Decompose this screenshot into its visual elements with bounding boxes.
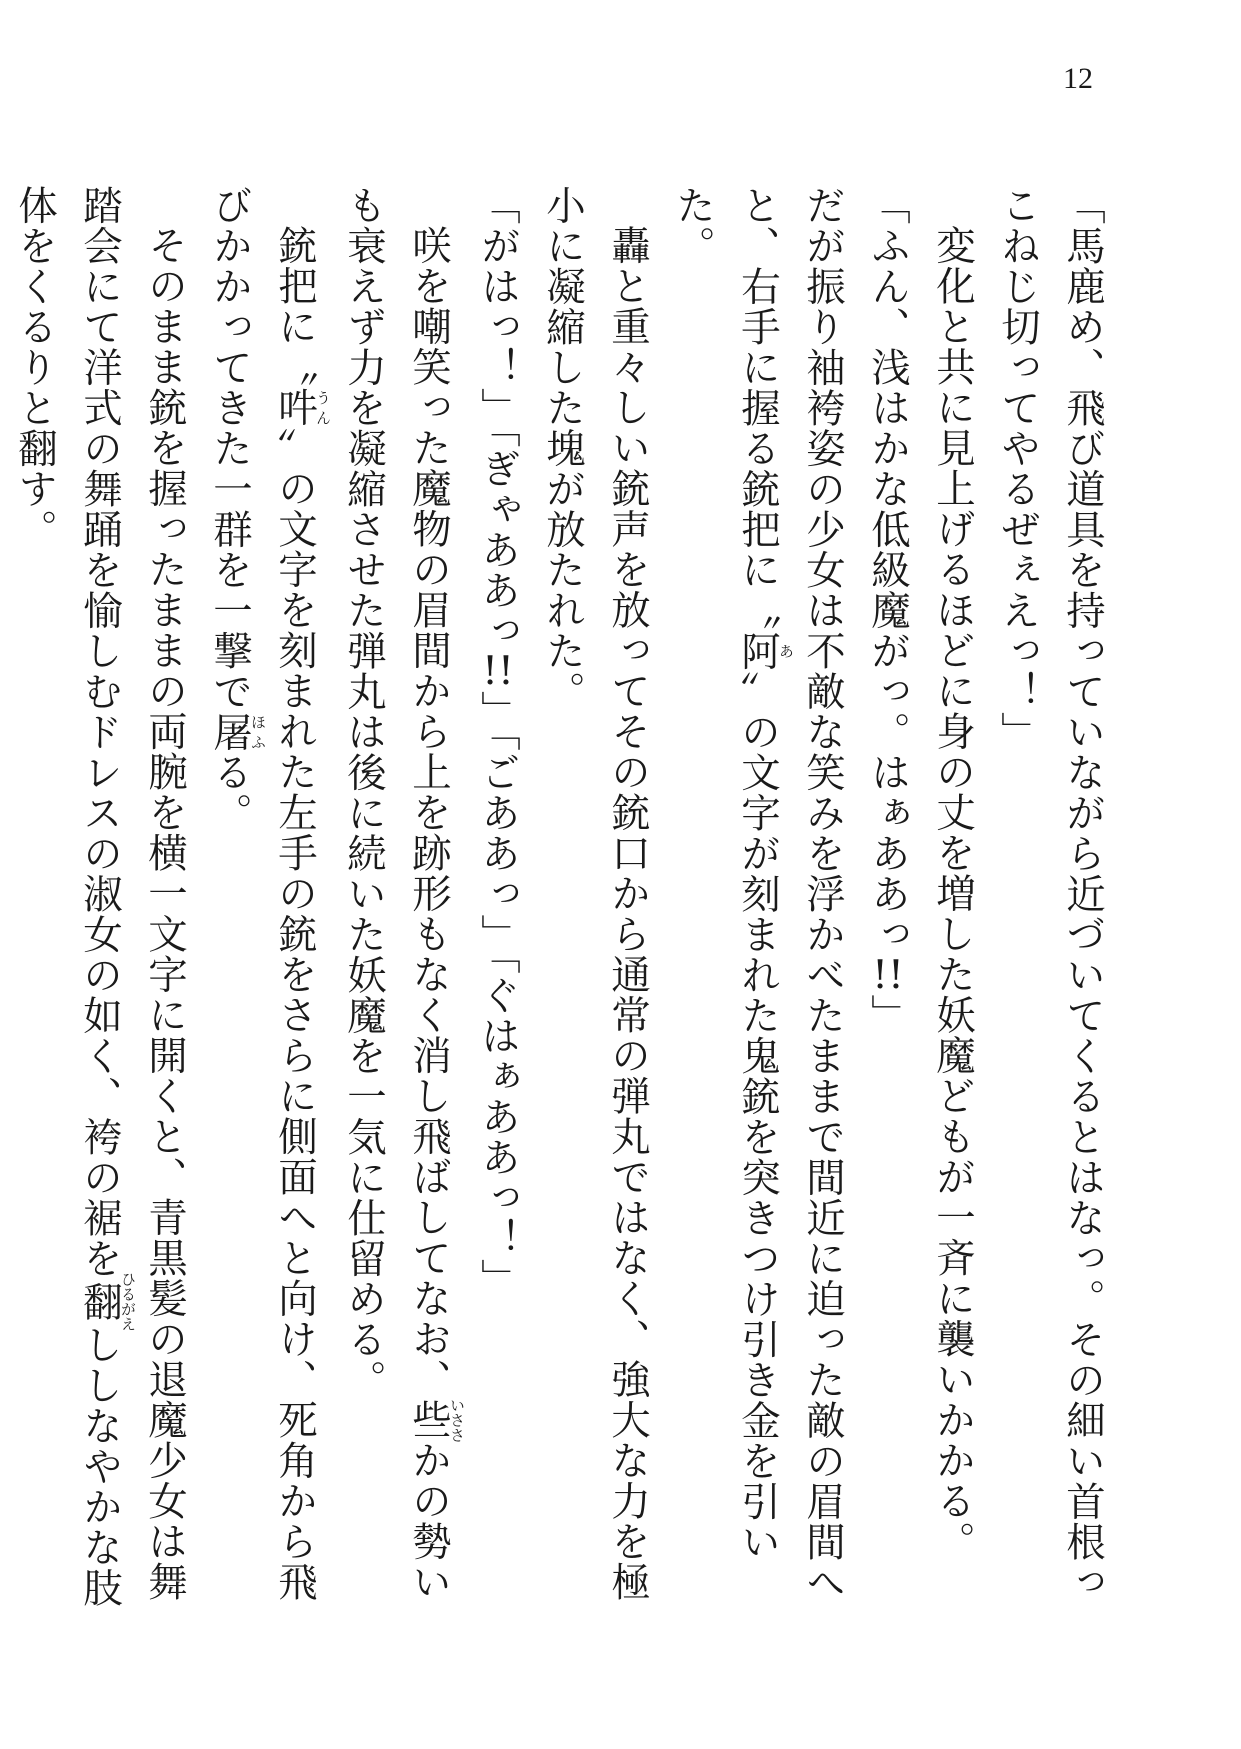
page-number: 12 <box>1063 62 1093 95</box>
text-run: ししなやかな肢体をくるりと翻す。 <box>12 185 123 1608</box>
paragraph <box>331 185 465 1635</box>
ruby-base: 些 <box>406 1396 452 1442</box>
ruby-base: 阿 <box>735 630 781 671</box>
paragraph <box>855 185 920 1635</box>
paragraph <box>465 185 530 1635</box>
ruby-annotation <box>207 711 267 753</box>
text-run: 〟の文字が刻まれた鬼銃を突きつけ引き金を引いた。 <box>670 185 781 1562</box>
text-run: 「がはっ！」「ぎゃああっ <box>475 185 521 652</box>
text-run: 咲を嘲笑った魔物の眉間から上を跡形もなく消し飛ばしてなお、 <box>406 224 452 1399</box>
ruby-base: 翻 <box>77 1271 123 1332</box>
text-run: る。 <box>207 752 253 833</box>
text-run: そのまま銃を握ったままの両腕を横一文字に開くと、青黒髪の退魔少女は舞踏会にて洋式の舞踊を愉しむドレスの淑女の如く、袴の裾を <box>77 185 188 1602</box>
double-exclamation: !! <box>872 954 904 994</box>
paragraph <box>985 185 1115 1635</box>
double-exclamation: !! <box>482 651 514 691</box>
novel-text-body <box>12 185 1115 1635</box>
ruby-reading: あ <box>777 630 795 671</box>
text-run: 変化と共に見上げるほどに身の丈を増した妖魔どもが一斉に襲いかかる。 <box>930 224 976 1561</box>
ruby-base: 屠 <box>207 711 253 752</box>
paragraph <box>530 185 660 1635</box>
text-run: 銃把に〝 <box>272 224 318 387</box>
ruby-annotation <box>77 1271 137 1332</box>
ruby-annotation <box>735 630 795 672</box>
ruby-base: 吽 <box>272 386 318 427</box>
ruby-annotation <box>272 386 332 428</box>
ruby-annotation <box>406 1396 466 1442</box>
paragraph <box>2 185 197 1635</box>
text-run: 〟の文字を刻まれた左手の銃をさらに側面へと向け、死角から飛びかかってきた一群を一撃で <box>207 185 318 1602</box>
ruby-reading: ほふ <box>249 711 267 752</box>
text-run: 」 <box>865 994 911 1035</box>
text-run: かの勢いも衰えず力を凝縮させた弾丸は後に続いた妖魔を一気に仕留める。 <box>341 185 452 1602</box>
ruby-reading: いささ <box>448 1396 466 1442</box>
paragraph <box>660 185 855 1635</box>
ruby-reading: うん <box>314 386 332 427</box>
text-run: 」「ごああっ」「ぐはぁああっ！」 <box>475 690 521 1300</box>
text-run: 轟と重々しい銃声を放ってその銃口から通常の弾丸ではなく、強大な力を極小に凝縮した塊が放たれた。 <box>540 185 651 1602</box>
paragraph <box>920 185 985 1635</box>
paragraph <box>197 185 331 1635</box>
text-run: 「ふん、浅はかな低級魔がっ。はぁああっ <box>865 185 911 955</box>
text-run: だが振り袖袴姿の少女は不敵な笑みを浮かべたままで間近に迫った敵の眉間へと、右手に握る銃把に〝 <box>735 185 846 1603</box>
text-run: 「馬鹿め、飛び道具を持っていながら近づいてくるとはなっ。その細い首根っこねじ切ってやるぜぇえっ！」 <box>995 185 1106 1603</box>
ruby-reading: ひるがえ <box>119 1271 137 1332</box>
paragraph <box>0 185 2 1635</box>
